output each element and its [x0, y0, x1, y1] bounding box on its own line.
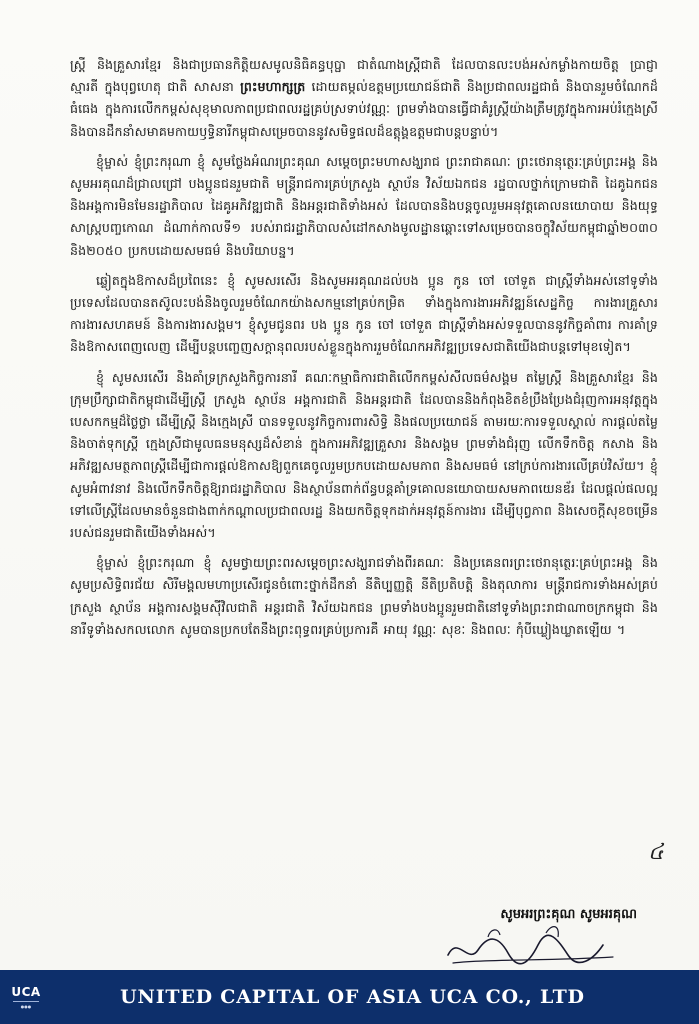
logo-divider — [13, 1001, 39, 1002]
page-number: ៤ — [648, 840, 664, 865]
handwritten-signature — [428, 915, 628, 975]
uca-logo — [6, 977, 46, 1017]
paragraph-1-king-title: ព្រះមហាក្សត្រ — [240, 79, 306, 95]
company-name: UNITED CAPITAL OF ASIA UCA CO., LTD — [120, 986, 585, 1008]
paragraph-4 — [70, 367, 658, 545]
closing-thanks: សូមអរព្រះគុណ សូមអរគុណ — [500, 907, 637, 922]
paragraph-4-text: ខ្ញុំ សូមសរសើរ និងគាំទ្រក្រសួងកិច្ចការនារី គណៈកម្មាធិការជាតិលើកកម្ពស់សីលធម៌សង្គម តម្លៃស្ត្រី និងគ្រួសារខ្មែរ និងក្រុមប្រឹក្សាជាតិកម្ពុជាដើម្បីស្ត្រី ក្រសួង ស្ថាប័ន អង្គការជាតិ និងអន្តរជាតិ ដែលបាននិងកំពុងខិតខំប្រឹងប្រែងជំរុញការអនុវត្តក្នុងបេសកកម្មដ៏ថ្លៃថ្លា ដើម្បីស្ត្រី និងក្មេងស្រី បានទទួលនូវកិច្ចការពារសិទ្ធិ និងផលប្រយោជន៍ តាមរយៈការទទួលស្គាល់ ការផ្ដល់តម្លៃ និងចាត់ទុកស្ត្រី ក្មេងស្រីជាមូលធនមនុស្សដ៏សំខាន់ ក្នុងការអភិវឌ្ឍគ្រួសារ និងសង្គម ព្រមទាំងជំរុញ លើកទឹកចិត្ត កសាង និងអភិវឌ្ឍសមត្ថភាពស្ត្រីដើម្បីជាការផ្ដល់ឱកាសឱ្យពួកគេចូលរួមប្រកបដោយសមភាព និងសមធម៌ នៅក្រប់ការងារលើគ្រប់វិស័យ។ ខ្ញុំ សូមអំពាវនាវ និងលើកទឹកចិត្តឱ្យរាជរដ្ឋាភិបាល និងស្ថាប័នពាក់ព័ន្ធបន្តគាំទ្រគោលនយោបាយសមភាពយេនឌ័រ ដែលផ្ដល់ផលល្អទៅលើស្ត្រីដែលមានចំនួនជាងពាក់កណ្ដាលប្រជាពលរដ្ឋ និងយកចិត្តទុកដាក់អនុវត្តន៍ការងារ ដើម្បីបុព្វភាព និងសេចក្ដីសុខចម្រើនរបស់ជនរួមជាតិយើងទាំងអស់។ — [70, 369, 658, 541]
letter-body — [70, 54, 658, 649]
paragraph-5-text: ខ្ញុំម្ចាស់ ខ្ញុំព្រះករុណា ខ្ញុំ សូមថ្វាយព្រះពរសម្ដេចព្រះសង្ឃរាជទាំងពីរគណៈ និងប្រគេនពរព្រះថេរានុត្ថេរៈគ្រប់ព្រះអង្គ និងសូមប្រសិទ្ធិពរជ័យ សិរីមង្គលមហាប្រសើរជូនចំពោះថ្នាក់ដឹកនាំ នីតិប្បញ្ញត្តិ នីតិប្រតិបត្តិ និងតុលាការ មន្ត្រីរាជការទាំងអស់គ្រប់ក្រសួង ស្ថាប័ន អង្គការសង្គមស៊ីវិលជាតិ អន្តរជាតិ វិស័យឯកជន ព្រមទាំងបងប្អូនរួមជាតិនៅទូទាំងព្រះរាជាណាចក្រកម្ពុជា និងនារីទូទាំងសកលលោក សូមបានប្រកបតែនឹងព្រះពុទ្ធពរគ្រប់ប្រការគឺ អាយុ វណ្ណៈ សុខៈ និងពលៈ កុំបីឃ្លៀងឃ្លាតឡើយ ។ — [70, 555, 658, 637]
footer-bar — [0, 970, 699, 1024]
paragraph-1-text-b: ដោយតម្កល់ឧត្តមប្រយោជន៍ជាតិ និងប្រជាពលរដ្ឋជាធំ និងបានរួមចំណែកដ៏ធំធេង ក្នុងការលើកកម្ពស់សុខុមាលភាពប្រជាពលរដ្ឋគ្រប់ស្រទាប់វណ្ណៈ ព្រមទាំងបានធ្វើជាគំរូស្ត្រីយ៉ាងត្រឹមត្រូវក្នុងការអប់រំក្មេងស្រី និងបានដឹកនាំសមាគមកាយឫទ្ធិនារីកម្ពុជាសម្រេចបាននូវសមិទ្ធផលដ៏ឧត្តុង្គឧត្តមជាបន្តបន្ទាប់។ — [70, 79, 658, 139]
paragraph-2 — [70, 151, 658, 262]
paragraph-3 — [70, 270, 658, 359]
paragraph-1 — [70, 54, 658, 143]
logo-mark-icon: ●●● — [20, 1004, 32, 1009]
paragraph-5 — [70, 552, 658, 641]
paragraph-3-text: ឆ្លៀតក្នុងឱកាសដ៏ប្រពៃនេះ ខ្ញុំ សូមសរសើរ និងសូមអរគុណដល់បង ប្អូន កូន ចៅ ចៅទួត ជាស្ត្រីទាំងអស់នៅទូទាំងប្រទេសដែលបានតស៊ូលះបង់និងចូលរួមចំណែកយ៉ាងសកម្មនៅគ្រប់កម្រិត ទាំងក្នុងការងារអភិវឌ្ឍន៍សេដ្ឋកិច្ច ការងារគ្រួសារ ការងារសហគមន៍ និងការងារសង្គម។ ខ្ញុំសូមជូនពរ បង ប្អូន កូន ចៅ ចៅទួត ជាស្ត្រីទាំងអស់ទទួលបាននូវកិច្ចគាំពារ ការគាំទ្រ និងឱកាសពេញលេញ ដើម្បីបន្តបញ្ចេញសក្តានុពលរបស់ខ្លួនក្នុងការរួមចំណែកអភិវឌ្ឍប្រទេសជាតិយើងជាបន្តទៅមុខទៀត។ — [70, 272, 658, 355]
paragraph-2-text: ខ្ញុំម្ចាស់ ខ្ញុំព្រះករុណា ខ្ញុំ សូមថ្លែងអំណរព្រះគុណ សម្ដេចព្រះមហាសង្ឃរាជ ព្រះរាជាគណៈ ព្រះថេរានុត្ថេរៈគ្រប់ព្រះអង្គ និងសូមអរគុណដ៏ជ្រាលជ្រៅ បងប្អូនជនរួមជាតិ មន្ត្រីរាជការគ្រប់ក្រសួង ស្ថាប័ន វិស័យឯកជន រដ្ឋបាលថ្នាក់ក្រោមជាតិ ដៃគូឯកជន និងអង្គការមិនមែនរដ្ឋាភិបាល ដៃគូអភិវឌ្ឍជាតិ និងអន្តរជាតិទាំងអស់ ដែលបាននិងបន្តចូលរួមអនុវត្តគោលនយោបាយ និងយុទ្ធសាស្ត្របញ្ចកោណ ដំណាក់កាលទី១ របស់រាជរដ្ឋាភិបាលសំដៅកសាងមូលដ្ឋានឆ្ពោះទៅសម្រេចបានចក្ខុវិស័យកម្ពុជាឆ្នាំ២០៣០ និង២០៥០ ប្រកបដោយសមធម៌ និងបរិយាបន្ន។ — [70, 153, 658, 258]
paragraph-1-text-a: ស្ត្រី និងគ្រួសារខ្មែរ និងជាប្រធានកិត្តិយសមូលនិធិគន្ធបុប្ផា ជាតំណាងស្ត្រីជាតិ ដែលបានលះបង់អស់កម្លាំងកាយចិត្ត ប្រាជ្ញា ស្មារតី ក្នុងបុព្វហេតុ ជាតិ សាសនា — [70, 57, 658, 95]
uca-logo-text: UCA — [11, 985, 41, 999]
